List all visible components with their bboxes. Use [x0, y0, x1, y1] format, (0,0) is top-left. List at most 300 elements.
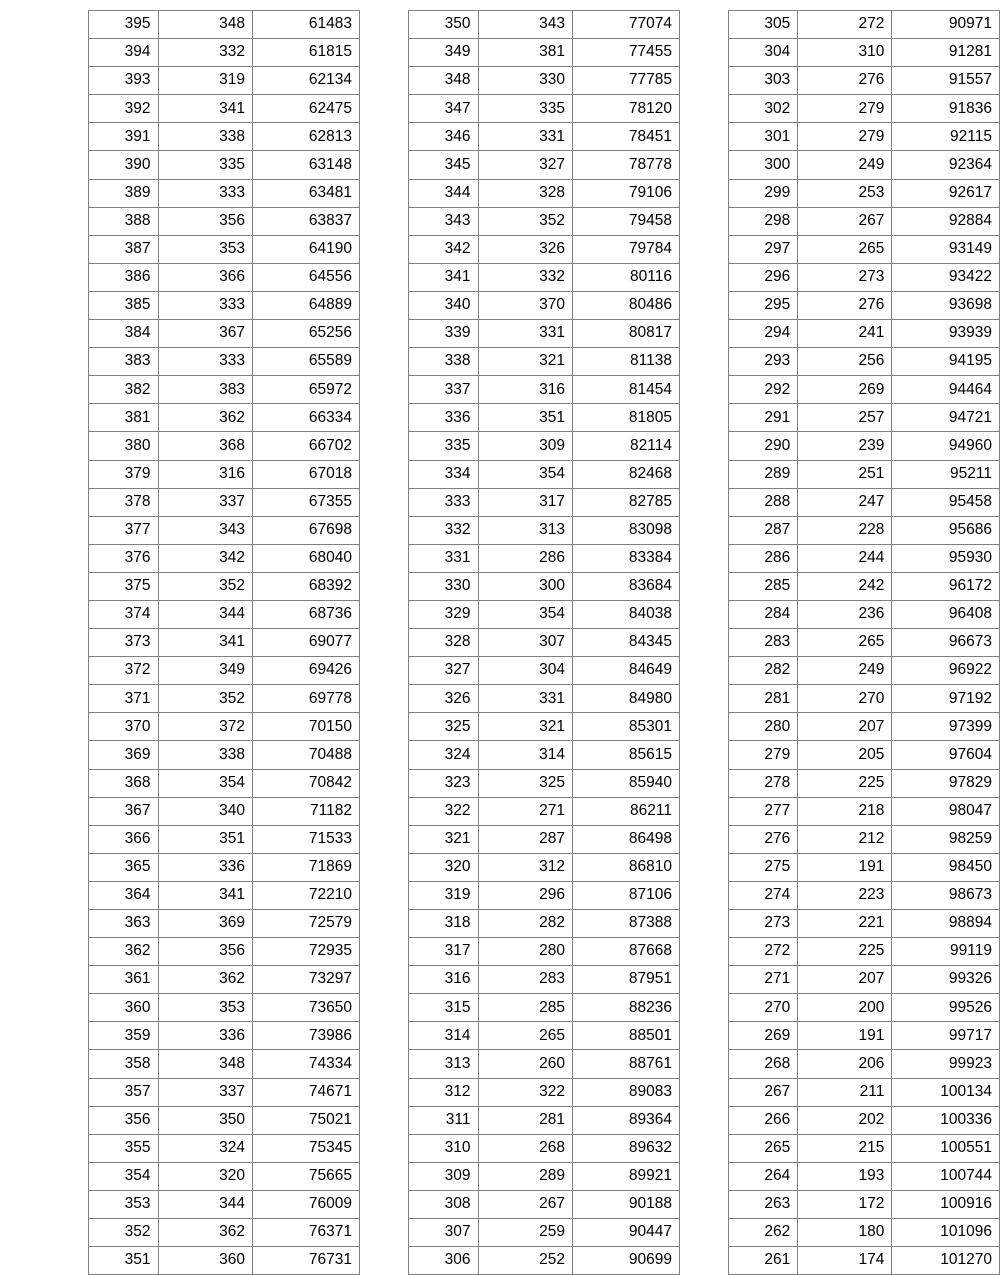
- cell-cumulative: 85301: [572, 713, 679, 741]
- cell-cumulative: 72210: [252, 881, 359, 909]
- cell-score: 300: [729, 151, 798, 179]
- cell-cumulative: 73986: [252, 1022, 359, 1050]
- table-row: [89, 769, 360, 797]
- cell-score: 377: [89, 516, 159, 544]
- cell-score: 291: [729, 404, 798, 432]
- cell-count: 319: [158, 67, 252, 95]
- cell-count: 296: [478, 881, 572, 909]
- table-row: [729, 544, 1000, 572]
- cell-cumulative: 95211: [892, 460, 1000, 488]
- cell-score: 368: [89, 769, 159, 797]
- table-row: [729, 1022, 1000, 1050]
- table-row: [729, 853, 1000, 881]
- cell-count: 280: [478, 938, 572, 966]
- cell-count: 343: [478, 11, 572, 39]
- table-row: [409, 825, 680, 853]
- cell-count: 249: [798, 657, 892, 685]
- cell-score: 341: [409, 263, 479, 291]
- cell-cumulative: 94960: [892, 432, 1000, 460]
- table-row: [409, 235, 680, 263]
- cell-score: 303: [729, 67, 798, 95]
- table-row: [409, 1078, 680, 1106]
- cell-score: 338: [409, 348, 479, 376]
- cell-cumulative: 95686: [892, 516, 1000, 544]
- cell-count: 207: [798, 966, 892, 994]
- cell-count: 331: [478, 123, 572, 151]
- cell-cumulative: 68040: [252, 544, 359, 572]
- cell-score: 336: [409, 404, 479, 432]
- cell-cumulative: 78451: [572, 123, 679, 151]
- table-row: [89, 376, 360, 404]
- table-row: [729, 1050, 1000, 1078]
- cell-count: 304: [478, 657, 572, 685]
- cell-score: 358: [89, 1050, 159, 1078]
- table-row: [89, 1134, 360, 1162]
- cell-count: 337: [158, 1078, 252, 1106]
- cell-cumulative: 99717: [892, 1022, 1000, 1050]
- table-row: [729, 825, 1000, 853]
- cell-score: 387: [89, 235, 159, 263]
- cell-count: 366: [158, 263, 252, 291]
- cell-count: 279: [798, 123, 892, 151]
- table-body: [409, 11, 680, 1275]
- cell-score: 269: [729, 1022, 798, 1050]
- cell-count: 283: [478, 966, 572, 994]
- cell-count: 341: [158, 881, 252, 909]
- cell-count: 191: [798, 1022, 892, 1050]
- table-row: [729, 291, 1000, 319]
- cell-score: 294: [729, 320, 798, 348]
- table-row: [409, 994, 680, 1022]
- cell-cumulative: 89921: [572, 1162, 679, 1190]
- table-row: [89, 432, 360, 460]
- table-row: [409, 966, 680, 994]
- cell-count: 348: [158, 1050, 252, 1078]
- cell-score: 279: [729, 741, 798, 769]
- cell-cumulative: 72935: [252, 938, 359, 966]
- cell-score: 296: [729, 263, 798, 291]
- table-row: [409, 938, 680, 966]
- cell-count: 193: [798, 1162, 892, 1190]
- cell-count: 356: [158, 207, 252, 235]
- cell-count: 351: [478, 404, 572, 432]
- cell-cumulative: 71869: [252, 853, 359, 881]
- table-row: [729, 741, 1000, 769]
- table-row: [729, 881, 1000, 909]
- cell-score: 262: [729, 1219, 798, 1247]
- cell-count: 354: [478, 600, 572, 628]
- table-row: [89, 123, 360, 151]
- cell-count: 344: [158, 1190, 252, 1218]
- cell-cumulative: 100551: [892, 1134, 1000, 1162]
- cell-count: 383: [158, 376, 252, 404]
- cell-score: 381: [89, 404, 159, 432]
- cell-cumulative: 96408: [892, 600, 1000, 628]
- table-row: [89, 460, 360, 488]
- table-row: [89, 348, 360, 376]
- cell-count: 265: [798, 235, 892, 263]
- table-body: [89, 11, 360, 1275]
- cell-count: 218: [798, 797, 892, 825]
- cell-score: 271: [729, 966, 798, 994]
- cell-count: 300: [478, 572, 572, 600]
- table-row: [89, 1078, 360, 1106]
- cell-count: 325: [478, 769, 572, 797]
- cell-count: 367: [158, 320, 252, 348]
- cell-score: 278: [729, 769, 798, 797]
- table-row: [409, 1247, 680, 1275]
- cell-count: 281: [478, 1106, 572, 1134]
- table-row: [729, 67, 1000, 95]
- table-row: [409, 404, 680, 432]
- cell-score: 264: [729, 1162, 798, 1190]
- cell-count: 211: [798, 1078, 892, 1106]
- cell-score: 273: [729, 910, 798, 938]
- table-row: [409, 432, 680, 460]
- cell-score: 384: [89, 320, 159, 348]
- cell-cumulative: 86211: [572, 797, 679, 825]
- cell-score: 312: [409, 1078, 479, 1106]
- cell-count: 313: [478, 516, 572, 544]
- score-table-0: [88, 10, 360, 1275]
- cell-score: 272: [729, 938, 798, 966]
- cell-count: 180: [798, 1219, 892, 1247]
- cell-cumulative: 61483: [252, 11, 359, 39]
- table-row: [89, 713, 360, 741]
- cell-cumulative: 84038: [572, 600, 679, 628]
- cell-score: 333: [409, 488, 479, 516]
- cell-cumulative: 63481: [252, 179, 359, 207]
- cell-score: 394: [89, 39, 159, 67]
- cell-count: 328: [478, 179, 572, 207]
- cell-score: 389: [89, 179, 159, 207]
- cell-cumulative: 101096: [892, 1219, 1000, 1247]
- table-row: [89, 657, 360, 685]
- cell-cumulative: 90188: [572, 1190, 679, 1218]
- cell-cumulative: 69426: [252, 657, 359, 685]
- cell-count: 368: [158, 432, 252, 460]
- cell-score: 362: [89, 938, 159, 966]
- table-row: [89, 741, 360, 769]
- cell-cumulative: 89632: [572, 1134, 679, 1162]
- table-row: [729, 769, 1000, 797]
- table-row: [89, 179, 360, 207]
- cell-score: 380: [89, 432, 159, 460]
- cell-cumulative: 93149: [892, 235, 1000, 263]
- table-row: [409, 516, 680, 544]
- cell-count: 338: [158, 741, 252, 769]
- cell-cumulative: 81454: [572, 376, 679, 404]
- cell-cumulative: 100744: [892, 1162, 1000, 1190]
- cell-score: 346: [409, 123, 479, 151]
- cell-score: 330: [409, 572, 479, 600]
- table-row: [409, 544, 680, 572]
- cell-cumulative: 97604: [892, 741, 1000, 769]
- cell-cumulative: 80486: [572, 291, 679, 319]
- cell-cumulative: 70842: [252, 769, 359, 797]
- cell-score: 274: [729, 881, 798, 909]
- cell-cumulative: 79458: [572, 207, 679, 235]
- table-row: [89, 1022, 360, 1050]
- table-row: [729, 910, 1000, 938]
- cell-cumulative: 101270: [892, 1247, 1000, 1275]
- table-row: [409, 291, 680, 319]
- cell-cumulative: 99326: [892, 966, 1000, 994]
- table-row: [729, 1190, 1000, 1218]
- cell-cumulative: 65589: [252, 348, 359, 376]
- cell-cumulative: 85940: [572, 769, 679, 797]
- cell-count: 322: [478, 1078, 572, 1106]
- cell-score: 337: [409, 376, 479, 404]
- block-left: [88, 10, 360, 1275]
- cell-score: 309: [409, 1162, 479, 1190]
- cell-score: 340: [409, 291, 479, 319]
- cell-cumulative: 94721: [892, 404, 1000, 432]
- table-row: [729, 123, 1000, 151]
- table-row: [89, 488, 360, 516]
- cell-count: 200: [798, 994, 892, 1022]
- cell-count: 320: [158, 1162, 252, 1190]
- table-row: [409, 1219, 680, 1247]
- cell-count: 354: [478, 460, 572, 488]
- table-row: [409, 320, 680, 348]
- cell-cumulative: 85615: [572, 741, 679, 769]
- cell-count: 353: [158, 235, 252, 263]
- cell-score: 361: [89, 966, 159, 994]
- cell-score: 298: [729, 207, 798, 235]
- cell-count: 326: [478, 235, 572, 263]
- cell-count: 321: [478, 348, 572, 376]
- table-row: [409, 376, 680, 404]
- cell-cumulative: 91281: [892, 39, 1000, 67]
- cell-cumulative: 92364: [892, 151, 1000, 179]
- cell-score: 293: [729, 348, 798, 376]
- cell-count: 236: [798, 600, 892, 628]
- cell-score: 367: [89, 797, 159, 825]
- table-row: [729, 600, 1000, 628]
- cell-score: 329: [409, 600, 479, 628]
- cell-score: 371: [89, 685, 159, 713]
- cell-cumulative: 87951: [572, 966, 679, 994]
- cell-cumulative: 68392: [252, 572, 359, 600]
- cell-score: 354: [89, 1162, 159, 1190]
- cell-count: 282: [478, 910, 572, 938]
- cell-count: 341: [158, 95, 252, 123]
- cell-count: 369: [158, 910, 252, 938]
- cell-cumulative: 65972: [252, 376, 359, 404]
- cell-count: 332: [158, 39, 252, 67]
- cell-cumulative: 88761: [572, 1050, 679, 1078]
- table-row: [729, 460, 1000, 488]
- cell-count: 372: [158, 713, 252, 741]
- cell-count: 191: [798, 853, 892, 881]
- table-row: [409, 1022, 680, 1050]
- cell-cumulative: 99119: [892, 938, 1000, 966]
- cell-score: 382: [89, 376, 159, 404]
- cell-count: 279: [798, 95, 892, 123]
- cell-score: 370: [89, 713, 159, 741]
- cell-cumulative: 73297: [252, 966, 359, 994]
- cell-cumulative: 63148: [252, 151, 359, 179]
- cell-cumulative: 98047: [892, 797, 1000, 825]
- cell-cumulative: 63837: [252, 207, 359, 235]
- cell-score: 282: [729, 657, 798, 685]
- cell-cumulative: 75021: [252, 1106, 359, 1134]
- cell-score: 324: [409, 741, 479, 769]
- cell-count: 348: [158, 11, 252, 39]
- cell-cumulative: 92115: [892, 123, 1000, 151]
- cell-count: 244: [798, 544, 892, 572]
- cell-cumulative: 62134: [252, 67, 359, 95]
- cell-cumulative: 91836: [892, 95, 1000, 123]
- cell-score: 302: [729, 95, 798, 123]
- table-row: [729, 348, 1000, 376]
- table-row: [409, 685, 680, 713]
- cell-count: 356: [158, 938, 252, 966]
- cell-cumulative: 83684: [572, 572, 679, 600]
- table-row: [409, 123, 680, 151]
- cell-score: 393: [89, 67, 159, 95]
- cell-count: 268: [478, 1134, 572, 1162]
- table-row: [89, 1219, 360, 1247]
- table-row: [409, 881, 680, 909]
- score-table-2: [728, 10, 1000, 1275]
- cell-count: 253: [798, 179, 892, 207]
- cell-score: 374: [89, 600, 159, 628]
- table-row: [409, 348, 680, 376]
- cell-count: 340: [158, 797, 252, 825]
- cell-count: 270: [798, 685, 892, 713]
- table-row: [729, 404, 1000, 432]
- cell-score: 350: [409, 11, 479, 39]
- cell-count: 354: [158, 769, 252, 797]
- cell-count: 312: [478, 853, 572, 881]
- table-row: [409, 460, 680, 488]
- table-row: [729, 994, 1000, 1022]
- cell-count: 174: [798, 1247, 892, 1275]
- table-row: [89, 544, 360, 572]
- cell-score: 275: [729, 853, 798, 881]
- cell-cumulative: 64190: [252, 235, 359, 263]
- table-row: [89, 235, 360, 263]
- cell-cumulative: 83098: [572, 516, 679, 544]
- cell-score: 373: [89, 629, 159, 657]
- cell-cumulative: 82785: [572, 488, 679, 516]
- table-row: [409, 853, 680, 881]
- cell-count: 212: [798, 825, 892, 853]
- cell-cumulative: 68736: [252, 600, 359, 628]
- cell-count: 333: [158, 291, 252, 319]
- cell-cumulative: 94464: [892, 376, 1000, 404]
- cell-score: 331: [409, 544, 479, 572]
- cell-score: 270: [729, 994, 798, 1022]
- cell-count: 321: [478, 713, 572, 741]
- cell-score: 335: [409, 432, 479, 460]
- cell-count: 342: [158, 544, 252, 572]
- table-row: [729, 179, 1000, 207]
- cell-count: 331: [478, 685, 572, 713]
- cell-count: 317: [478, 488, 572, 516]
- table-row: [89, 1190, 360, 1218]
- cell-cumulative: 76009: [252, 1190, 359, 1218]
- cell-score: 369: [89, 741, 159, 769]
- table-row: [729, 1078, 1000, 1106]
- cell-score: 305: [729, 11, 798, 39]
- cell-cumulative: 65256: [252, 320, 359, 348]
- table-row: [729, 1219, 1000, 1247]
- cell-cumulative: 98673: [892, 881, 1000, 909]
- cell-score: 334: [409, 460, 479, 488]
- cell-cumulative: 80817: [572, 320, 679, 348]
- cell-cumulative: 90699: [572, 1247, 679, 1275]
- cell-count: 286: [478, 544, 572, 572]
- cell-score: 378: [89, 488, 159, 516]
- cell-cumulative: 86810: [572, 853, 679, 881]
- cell-count: 336: [158, 1022, 252, 1050]
- cell-cumulative: 99923: [892, 1050, 1000, 1078]
- cell-count: 344: [158, 600, 252, 628]
- cell-score: 332: [409, 516, 479, 544]
- cell-count: 352: [158, 572, 252, 600]
- cell-count: 239: [798, 432, 892, 460]
- cell-count: 285: [478, 994, 572, 1022]
- cell-cumulative: 97192: [892, 685, 1000, 713]
- table-row: [409, 39, 680, 67]
- table-row: [729, 685, 1000, 713]
- cell-score: 290: [729, 432, 798, 460]
- cell-cumulative: 86498: [572, 825, 679, 853]
- table-row: [89, 11, 360, 39]
- cell-score: 283: [729, 629, 798, 657]
- table-row: [409, 488, 680, 516]
- cell-cumulative: 97829: [892, 769, 1000, 797]
- table-row: [89, 629, 360, 657]
- table-row: [89, 291, 360, 319]
- cell-cumulative: 96922: [892, 657, 1000, 685]
- cell-cumulative: 77785: [572, 67, 679, 95]
- cell-score: 345: [409, 151, 479, 179]
- table-row: [89, 1162, 360, 1190]
- cell-cumulative: 89083: [572, 1078, 679, 1106]
- table-row: [409, 1050, 680, 1078]
- cell-cumulative: 87388: [572, 910, 679, 938]
- table-row: [89, 1106, 360, 1134]
- cell-score: 301: [729, 123, 798, 151]
- cell-count: 221: [798, 910, 892, 938]
- table-row: [89, 404, 360, 432]
- table-row: [89, 966, 360, 994]
- cell-cumulative: 81805: [572, 404, 679, 432]
- cell-count: 276: [798, 67, 892, 95]
- cell-count: 330: [478, 67, 572, 95]
- cell-cumulative: 76371: [252, 1219, 359, 1247]
- cell-count: 309: [478, 432, 572, 460]
- cell-count: 316: [158, 460, 252, 488]
- cell-count: 336: [158, 853, 252, 881]
- table-row: [89, 1247, 360, 1275]
- table-row: [89, 797, 360, 825]
- cell-score: 357: [89, 1078, 159, 1106]
- cell-cumulative: 93698: [892, 291, 1000, 319]
- cell-cumulative: 87668: [572, 938, 679, 966]
- cell-cumulative: 95458: [892, 488, 1000, 516]
- cell-count: 331: [478, 320, 572, 348]
- cell-cumulative: 73650: [252, 994, 359, 1022]
- cell-score: 265: [729, 1134, 798, 1162]
- table-row: [729, 320, 1000, 348]
- cell-count: 338: [158, 123, 252, 151]
- table-row: [409, 1190, 680, 1218]
